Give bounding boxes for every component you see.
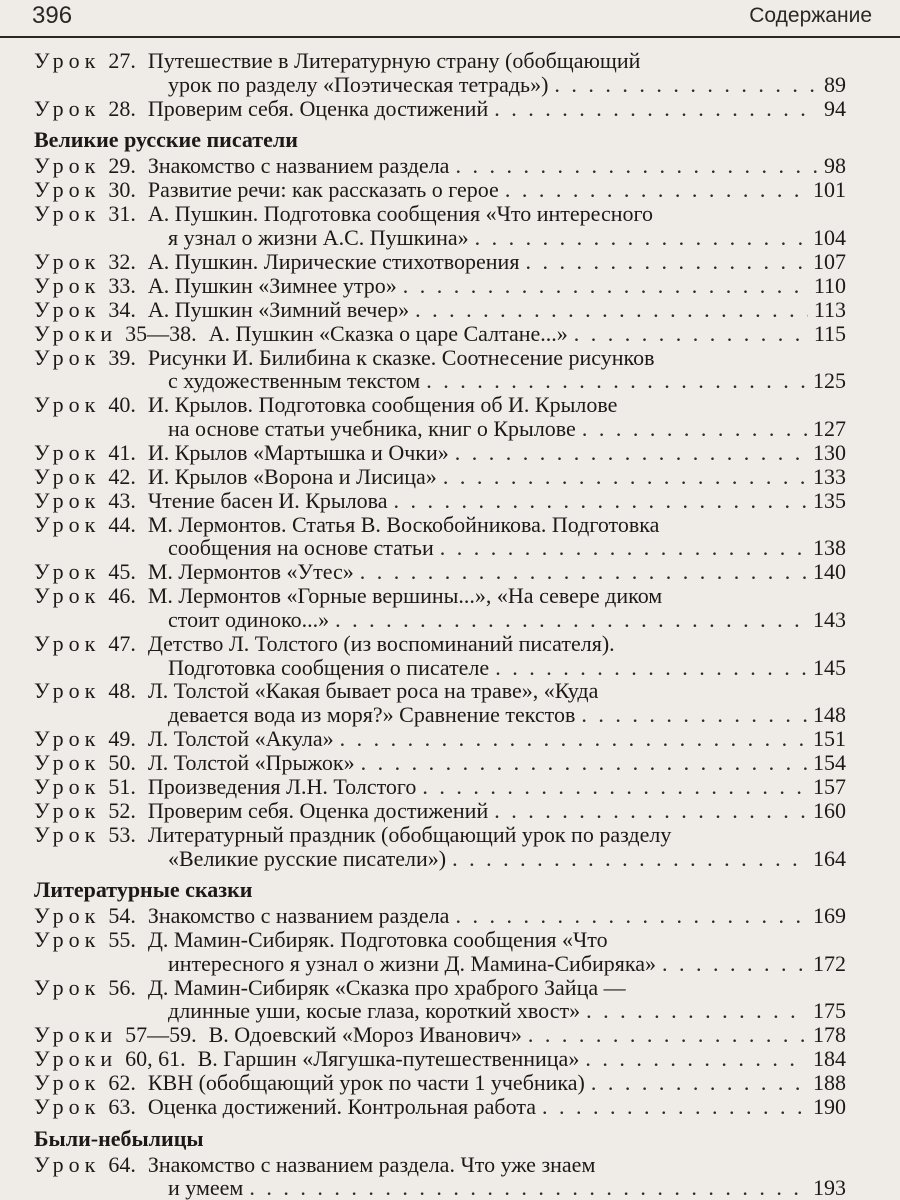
section-heading: Литературные сказки — [34, 877, 253, 903]
dot-leader — [415, 298, 808, 322]
lesson-title: Знакомство с названием раздела — [147, 153, 450, 179]
entry-line — [34, 441, 846, 465]
toc-entry — [34, 904, 846, 928]
entry-line — [34, 1071, 846, 1095]
page-ref: 135 — [813, 487, 846, 513]
toc-entry — [34, 1023, 846, 1047]
toc-entry — [34, 928, 846, 975]
lesson-title: А. Пушкин. Лирические стихотворения — [147, 248, 520, 274]
page-ref: 104 — [813, 224, 846, 250]
lesson-title: Детство Л. Толстого (из воспоминаний писателя). — [147, 630, 615, 656]
lesson-label: Урок — [34, 177, 101, 203]
dot-leader — [662, 952, 807, 976]
lesson-number: 64. — [108, 1151, 136, 1177]
entry-line — [34, 656, 846, 680]
entry-line — [34, 799, 846, 823]
toc-entry — [34, 393, 846, 440]
lesson-title: сообщения на основе статьи — [168, 535, 434, 561]
page-ref: 169 — [813, 903, 846, 929]
entry-line — [34, 847, 846, 871]
page-ref: 133 — [813, 463, 846, 489]
entry-line — [34, 1023, 846, 1047]
lesson-title: Оценка достижений. Контрольная работа — [147, 1094, 536, 1120]
page-header — [0, 0, 900, 38]
lesson-title: «Великие русские писатели») — [168, 845, 447, 871]
page-ref: 164 — [813, 845, 846, 871]
lesson-number: 27. — [108, 48, 136, 73]
entry-line — [34, 49, 846, 73]
toc-entry — [34, 584, 846, 631]
entry-line — [34, 346, 846, 370]
toc-entry — [34, 1153, 846, 1200]
dot-leader — [361, 751, 807, 775]
toc-entry — [34, 441, 846, 465]
lesson-label: Урок — [34, 583, 101, 609]
lesson-number: 39. — [108, 344, 136, 370]
entry-line — [34, 322, 846, 346]
lesson-number: 30. — [108, 177, 136, 203]
toc-entry — [34, 178, 846, 202]
lesson-number: 29. — [108, 153, 136, 179]
lesson-title: девается вода из моря?» Сравнение текстов — [168, 702, 576, 728]
lesson-number: 31. — [108, 201, 136, 227]
entry-line — [34, 154, 846, 178]
page-ref: 125 — [813, 368, 846, 394]
entry-line — [34, 465, 846, 489]
lesson-label: Урок — [34, 344, 101, 370]
dot-leader — [581, 703, 807, 727]
lesson-label: Урок — [34, 487, 101, 513]
lesson-number: 48. — [108, 678, 136, 704]
lesson-label: Урок — [34, 903, 101, 929]
lesson-title: Л. Толстой «Акула» — [147, 726, 334, 752]
lesson-title: Л. Толстой «Прыжок» — [147, 750, 355, 776]
lesson-label: Урок — [34, 48, 101, 73]
toc-entry — [34, 513, 846, 560]
dot-leader — [340, 727, 807, 751]
lesson-title: Подготовка сообщения о писателе — [168, 654, 490, 680]
lesson-number: 56. — [108, 974, 136, 1000]
page-ref: 127 — [813, 415, 846, 441]
lesson-title: Рисунки И. Билибина к сказке. Соотнесение рисунков — [147, 344, 655, 370]
dot-leader — [426, 369, 807, 393]
lesson-title: Проверим себя. Оценка достижений — [147, 798, 489, 824]
lesson-label: Урок — [34, 559, 101, 585]
running-title: Содержание — [749, 4, 872, 27]
page-ref: 184 — [813, 1046, 846, 1072]
lesson-label: Уроки — [34, 320, 118, 346]
lesson-title: М. Лермонтов «Горные вершины...», «На севере диком — [147, 583, 663, 609]
entry-line — [34, 775, 846, 799]
lesson-number: 44. — [108, 511, 136, 537]
lesson-title: М. Лермонтов. Статья В. Воскобойникова. Подготовка — [147, 511, 660, 537]
page-ref: 98 — [824, 153, 846, 179]
toc-entry — [34, 560, 846, 584]
toc-entry — [34, 346, 846, 393]
lesson-number: 57—59. — [125, 1022, 197, 1048]
toc-entry — [34, 250, 846, 274]
lesson-label: Урок — [34, 201, 101, 227]
dot-leader — [585, 1047, 807, 1071]
dot-leader — [586, 999, 807, 1023]
page-ref: 101 — [813, 177, 846, 203]
lesson-title: Знакомство с названием раздела. Что уже знаем — [147, 1151, 596, 1177]
toc-entry — [34, 775, 846, 799]
page-ref: 172 — [813, 950, 846, 976]
lesson-label: Урок — [34, 1094, 101, 1120]
entry-line — [34, 751, 846, 775]
dot-leader — [582, 417, 807, 441]
entry-line — [34, 584, 846, 608]
lesson-label: Урок — [34, 630, 101, 656]
toc-entry — [34, 799, 846, 823]
page-ref: 148 — [813, 702, 846, 728]
lesson-title: длинные уши, косые глаза, короткий хвост» — [168, 998, 581, 1024]
dot-leader — [443, 465, 807, 489]
lesson-number: 33. — [108, 272, 136, 298]
dot-leader — [455, 154, 818, 178]
lesson-label: Урок — [34, 974, 101, 1000]
lesson-label: Урок — [34, 463, 101, 489]
lesson-number: 35—38. — [125, 320, 197, 346]
lesson-title: М. Лермонтов «Утес» — [147, 559, 354, 585]
entry-line — [34, 226, 846, 250]
dot-leader — [554, 73, 818, 97]
lesson-number: 50. — [108, 750, 136, 776]
entry-line — [34, 393, 846, 417]
lesson-number: 28. — [108, 95, 136, 121]
entry-line — [34, 369, 846, 393]
lesson-number: 45. — [108, 559, 136, 585]
lesson-number: 40. — [108, 392, 136, 418]
lesson-title: стоит одиноко...» — [168, 606, 330, 632]
lesson-number: 62. — [108, 1070, 136, 1096]
lesson-title: Проверим себя. Оценка достижений — [147, 95, 489, 121]
toc-entry — [34, 49, 846, 96]
lesson-label: Уроки — [34, 1046, 118, 1072]
lesson-title: я узнал о жизни А.С. Пушкина» — [168, 224, 469, 250]
page-ref: 130 — [813, 439, 846, 465]
lesson-number: 47. — [108, 630, 136, 656]
lesson-number: 54. — [108, 903, 136, 929]
entry-line — [34, 904, 846, 928]
dot-leader — [422, 775, 807, 799]
entry-line — [34, 202, 846, 226]
entry-line — [34, 250, 846, 274]
page-ref: 140 — [813, 559, 846, 585]
dot-leader — [525, 250, 807, 274]
toc-entry — [34, 751, 846, 775]
page-ref: 113 — [813, 296, 846, 322]
lesson-label: Урок — [34, 1151, 101, 1177]
lesson-title: Развитие речи: как рассказать о герое — [147, 177, 499, 203]
page-ref: 151 — [813, 726, 846, 752]
lesson-label: Урок — [34, 927, 101, 953]
toc-entry — [34, 154, 846, 178]
toc-entry — [34, 976, 846, 1023]
lesson-number: 51. — [108, 774, 136, 800]
toc-entry — [34, 1071, 846, 1095]
lesson-title: Д. Мамин-Сибиряк. Подготовка сообщения «Что — [147, 927, 608, 953]
page-ref: 145 — [813, 654, 846, 680]
lesson-title: Литературный праздник (обобщающий урок по разделу — [147, 822, 672, 847]
page-ref: 157 — [813, 774, 846, 800]
lesson-number: 43. — [108, 487, 136, 513]
entry-line — [34, 928, 846, 952]
dot-leader — [494, 799, 807, 823]
section-heading: Великие русские писатели — [34, 127, 298, 153]
page-ref: 160 — [813, 798, 846, 824]
lesson-number: 42. — [108, 463, 136, 489]
entry-line — [34, 1176, 846, 1200]
dot-leader — [440, 536, 807, 560]
lesson-title: на основе статьи учебника, книг о Крылове — [168, 415, 576, 441]
toc-entry — [34, 97, 846, 121]
entry-line — [34, 178, 846, 202]
entry-line — [34, 1095, 846, 1119]
lesson-label: Урок — [34, 153, 101, 179]
page-ref: 190 — [813, 1094, 846, 1120]
lesson-title: А. Пушкин «Сказка о царе Салтане...» — [208, 320, 568, 346]
lesson-title: Д. Мамин-Сибиряк «Сказка про храброго Зайца — — [147, 974, 626, 1000]
page-ref: 193 — [813, 1175, 846, 1200]
page-ref: 178 — [813, 1022, 846, 1048]
dot-leader — [360, 560, 807, 584]
lesson-number: 46. — [108, 583, 136, 609]
dot-leader — [394, 489, 807, 513]
lesson-label: Урок — [34, 296, 101, 322]
lesson-number: 60, 61. — [125, 1046, 186, 1072]
dot-leader — [591, 1071, 807, 1095]
table-of-contents — [34, 49, 846, 1200]
lesson-label: Урок — [34, 1070, 101, 1096]
page-ref: 89 — [824, 71, 846, 97]
entry-line — [34, 679, 846, 703]
lesson-label: Урок — [34, 774, 101, 800]
lesson-number: 63. — [108, 1094, 136, 1120]
entry-line — [34, 298, 846, 322]
page-ref: 110 — [813, 272, 846, 298]
toc-entry — [34, 727, 846, 751]
entry-line — [34, 274, 846, 298]
lesson-title: И. Крылов. Подготовка сообщения об И. Крылове — [147, 392, 618, 418]
lesson-title: В. Одоевский «Мороз Иванович» — [208, 1022, 522, 1048]
entry-line — [34, 952, 846, 976]
dot-leader — [494, 97, 818, 121]
lesson-label: Урок — [34, 392, 101, 418]
dot-leader — [574, 322, 808, 346]
lesson-title: А. Пушкин «Зимний вечер» — [147, 296, 410, 322]
lesson-label: Урок — [34, 272, 101, 298]
toc-entry — [34, 632, 846, 679]
page-ref: 138 — [813, 535, 846, 561]
lesson-number: 55. — [108, 927, 136, 953]
entry-line — [34, 727, 846, 751]
dot-leader — [455, 441, 807, 465]
entry-line — [34, 536, 846, 560]
entry-line — [34, 608, 846, 632]
lesson-label: Урок — [34, 511, 101, 537]
entry-line — [34, 417, 846, 441]
lesson-title: Путешествие в Литературную страну (обобщающий — [147, 48, 641, 73]
lesson-number: 53. — [108, 822, 136, 847]
entry-line — [34, 976, 846, 1000]
lesson-title: и умеем — [168, 1175, 244, 1200]
toc-entry — [34, 465, 846, 489]
lesson-title: А. Пушкин. Подготовка сообщения «Что интересного — [147, 201, 653, 227]
toc-entry — [34, 679, 846, 726]
entry-line — [34, 489, 846, 513]
toc-entry — [34, 489, 846, 513]
page-ref: 107 — [813, 248, 846, 274]
lesson-title: И. Крылов «Ворона и Лисица» — [147, 463, 437, 489]
entry-line — [34, 560, 846, 584]
toc-entry — [34, 298, 846, 322]
lesson-title: В. Гаршин «Лягушка-путешественница» — [197, 1046, 580, 1072]
entry-line — [34, 1153, 846, 1177]
lesson-title: с художественным текстом — [168, 368, 421, 394]
lesson-number: 32. — [108, 248, 136, 274]
lesson-number: 41. — [108, 439, 136, 465]
lesson-title: Л. Толстой «Какая бывает роса на траве», «Куда — [147, 678, 599, 704]
entry-line — [34, 823, 846, 847]
page-ref: 94 — [824, 95, 846, 121]
lesson-label: Урок — [34, 439, 101, 465]
lesson-title: КВН (обобщающий урок по части 1 учебника) — [147, 1070, 585, 1096]
lesson-label: Урок — [34, 726, 101, 752]
toc-entry — [34, 202, 846, 249]
entry-line — [34, 1047, 846, 1071]
entry-line — [34, 513, 846, 537]
dot-leader — [249, 1176, 807, 1200]
page-number: 396 — [32, 2, 73, 29]
dot-leader — [335, 608, 807, 632]
entry-line — [34, 73, 846, 97]
entry-line — [34, 97, 846, 121]
dot-leader — [542, 1095, 807, 1119]
lesson-number: 52. — [108, 798, 136, 824]
toc-entry — [34, 823, 846, 870]
dot-leader — [403, 274, 808, 298]
lesson-title: Знакомство с названием раздела — [147, 903, 450, 929]
lesson-title: урок по разделу «Поэтическая тетрадь») — [168, 71, 549, 97]
dot-leader — [452, 847, 807, 871]
dot-leader — [475, 226, 807, 250]
page-ref: 175 — [813, 998, 846, 1024]
lesson-label: Урок — [34, 678, 101, 704]
lesson-title: Чтение басен И. Крылова — [147, 487, 388, 513]
toc-entry — [34, 322, 846, 346]
lesson-label: Урок — [34, 750, 101, 776]
toc-entry — [34, 1095, 846, 1119]
toc-entry — [34, 274, 846, 298]
entry-line — [34, 632, 846, 656]
lesson-title: Произведения Л.Н. Толстого — [147, 774, 417, 800]
dot-leader — [528, 1023, 807, 1047]
lesson-number: 49. — [108, 726, 136, 752]
lesson-label: Урок — [34, 822, 101, 847]
page-ref: 115 — [813, 320, 846, 346]
toc-entry — [34, 1047, 846, 1071]
page-ref: 188 — [813, 1070, 846, 1096]
lesson-title: И. Крылов «Мартышка и Очки» — [147, 439, 449, 465]
lesson-label: Урок — [34, 95, 101, 121]
entry-line — [34, 999, 846, 1023]
entry-line — [34, 703, 846, 727]
dot-leader — [455, 904, 807, 928]
section-heading: Были-небылицы — [34, 1125, 204, 1151]
lesson-title: А. Пушкин «Зимнее утро» — [147, 272, 397, 298]
lesson-number: 34. — [108, 296, 136, 322]
lesson-label: Уроки — [34, 1022, 118, 1048]
dot-leader — [505, 178, 807, 202]
page-ref: 143 — [813, 606, 846, 632]
dot-leader — [495, 656, 807, 680]
lesson-title: интересного я узнал о жизни Д. Мамина-Сибиряка» — [168, 950, 657, 976]
lesson-label: Урок — [34, 798, 101, 824]
page-ref: 154 — [813, 750, 846, 776]
lesson-label: Урок — [34, 248, 101, 274]
